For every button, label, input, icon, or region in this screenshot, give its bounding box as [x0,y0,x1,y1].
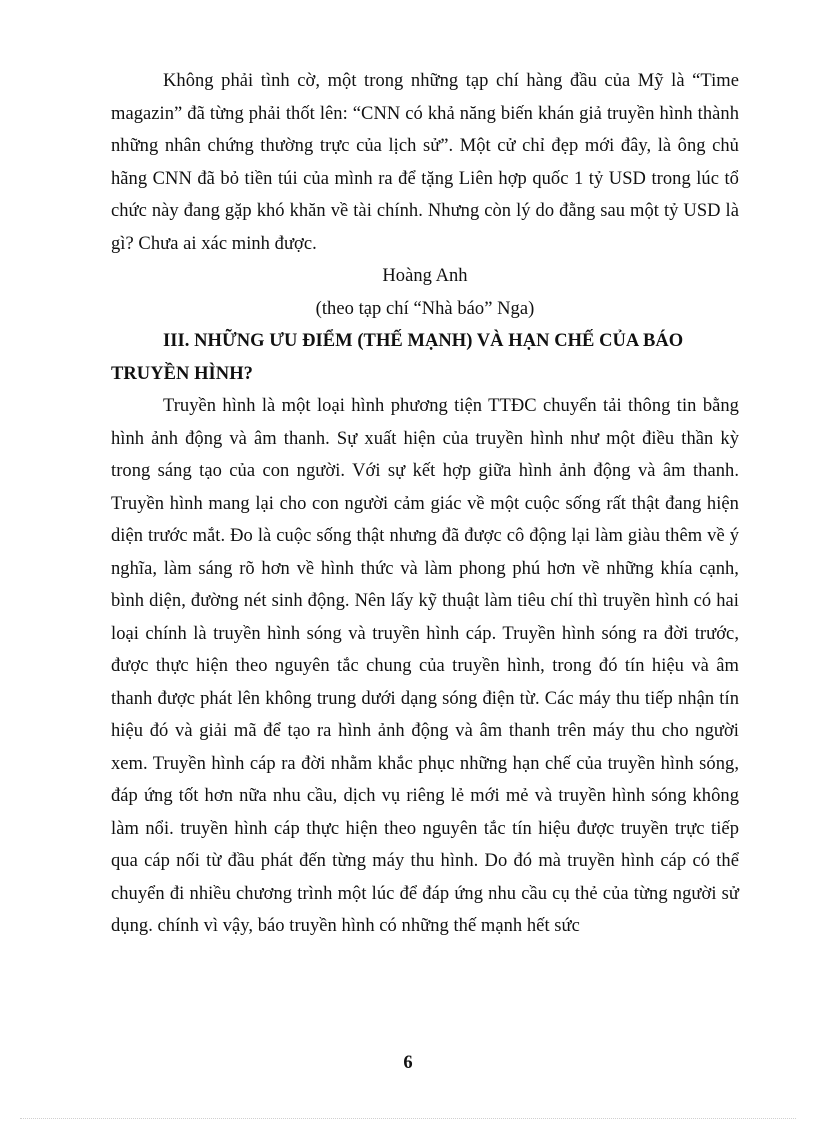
paragraph-cnn: Không phải tình cờ, một trong những tạp chí hàng đầu của Mỹ là “Time magazin” đã từng phải thốt lên: “CNN có khả năng biến khán giả truyền hình thành những nhân chứng thường trực của lịch sử”. Một cử chỉ đẹp mới đây, là ông chủ hãng CNN đã bỏ tiền túi của mình ra để tặng Liên hợp quốc 1 tỷ USD trong lúc tổ chức này đang gặp khó khăn về tài chính. Nhưng còn lý do đằng sau một tỷ USD là gì? Chưa ai xác minh được. [111,71,739,254]
source-note: (theo tạp chí “Nhà báo” Nga) [315,298,535,319]
paragraph-television: Truyền hình là một loại hình phương tiện TTĐC chuyển tải thông tin bằng hình ảnh động và âm thanh. Sự xuất hiện của truyền hình như một điều thần kỳ trong sáng tạo của con người. Với sự kết hợp giữa hình ảnh động và âm thanh. Truyền hình mang lại cho con người cảm giác về một cuộc sống rất thật đang hiện diện trước mắt. Đo là cuộc sống thật nhưng đã được cô động lại làm giàu thêm về ý nghĩa, làm sáng rõ hơn về hình thức và làm phong phú hơn về những khía cạnh, bình diện, đường nét sinh động. Nên lấy kỹ thuật làm tiêu chí thì truyền hình có hai loại chính là truyền hình sóng và truyền hình cáp. Truyền hình sóng ra đời trước, được thực hiện theo nguyên tắc chung của truyền hình, trong đó tín hiệu và âm thanh được phát lên không trung dưới dạng sóng điện từ. Các máy thu tiếp nhận tín hiệu đó và giải mã để tạo ra hình ảnh động và âm thanh trên máy thu cho người xem. Truyền hình cáp ra đời nhằm khắc phục những hạn chế của truyền hình sóng, đáp ứng tốt hơn nữa nhu cầu, dịch vụ riêng lẻ mới mẻ và truyền hình sóng không làm nổi. truyền hình cáp thực hiện theo nguyên tắc tín hiệu được truyền trực tiếp qua cáp nối từ đầu phát đến từng máy thu hình. Do đó mà truyền hình cáp có thể chuyển đi nhiều chương trình một lúc để đáp ứng nhu cầu cụ thẻ của từng người sử dụng. chính vì vậy, báo truyền hình có những thế mạnh hết sức [111,396,739,936]
section-heading: III. NHỮNG ƯU ĐIỂM (THẾ MẠNH) VÀ HẠN CHẾ CỦA BÁO TRUYỀN HÌNH? [111,331,684,384]
footer-divider [20,1118,796,1119]
author-name: Hoàng Anh [382,266,468,286]
page-number: 6 [403,1053,413,1073]
body-text [111,65,739,943]
